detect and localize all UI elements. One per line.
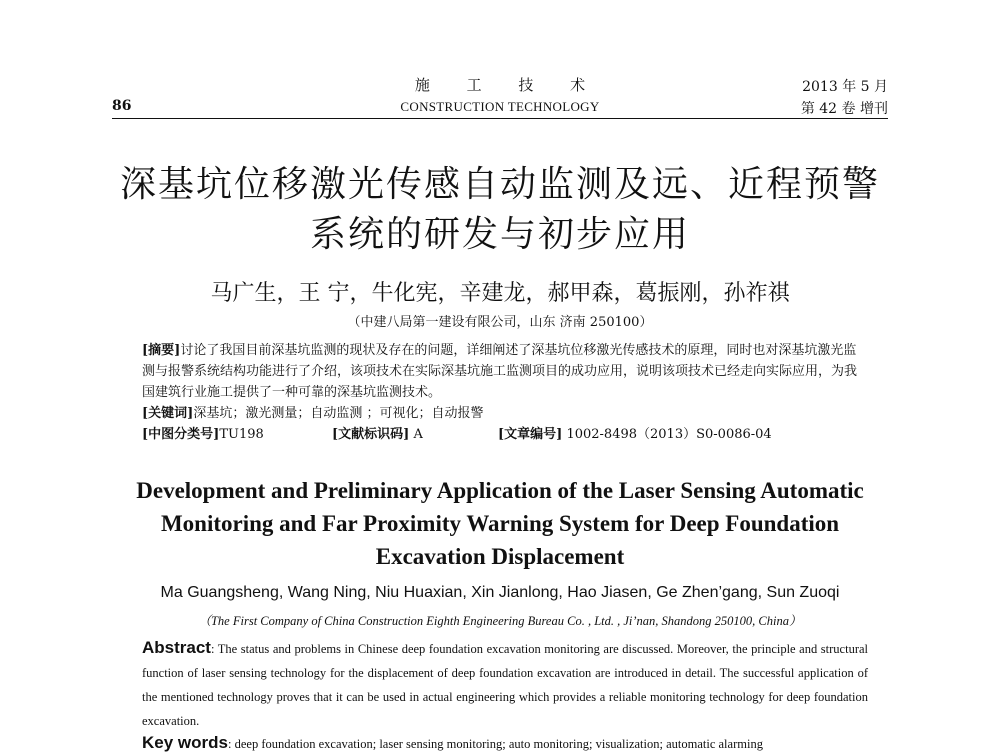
art-value: 1002-8498（2013）S0-0086-04	[566, 427, 772, 442]
clc-value: TU198	[219, 427, 264, 442]
abstract-en: Abstract: The status and problems in Chinese deep foundation excavation monitoring are discussed. Moreover, the principle and structural function of laser sensing technology for the displacement of deep foundation excavation are introduced in detail. The successful application of the mentioned technology proves that it can be used in actual engineering which provides a reliable monitoring technology for deep foundation excavation.	[142, 638, 869, 728]
abstract-en-text: The status and problems in Chinese deep foundation excavation monitoring are discussed. Moreover, the principle and structural function of laser sensing technology for the displacement of deep foundation excavation are introduced in detail. The successful application of the mentioned technology proves that it can be used in actual engineering which provides a reliable monitoring technology for deep foundation excavation.	[142, 642, 869, 728]
affiliation-cn: （中建八局第一建设有限公司，山东 济南 250100）	[347, 315, 653, 330]
art-label: [文章编号]	[498, 427, 563, 442]
journal-name-en: CONSTRUCTION TECHNOLOGY	[400, 99, 600, 114]
title-cn-line2: 系统的研发与初步应用	[309, 214, 690, 255]
keywords-cn	[142, 403, 868, 424]
doc-label: [文献标识码]	[332, 427, 410, 442]
abstract-cn-label: [摘要]	[142, 343, 181, 358]
keywords-cn-text: 深基坑；激光测量；自动监测 ；可视化；自动报警	[193, 406, 484, 421]
keywords-cn-label: [关键词]	[142, 406, 194, 421]
title-en	[0, 474, 1000, 573]
issue-volume: 第 42 卷 增刊	[800, 101, 888, 117]
abstract-cn-block	[142, 340, 868, 445]
clc-code	[142, 424, 332, 445]
authors-cn: 马广生，王 宁，牛化宪，辛建龙，郝甲森，葛振刚，孙祚祺	[210, 281, 790, 306]
issue-info	[801, 76, 888, 120]
header-rule	[112, 118, 888, 119]
page-number: 86	[112, 98, 132, 114]
abstract-cn-text: 讨论了我国目前深基坑监测的现状及存在的问题，详细阐述了深基坑位移激光传感技术的原理，同时也对深基坑激光监测与报警系统结构功能进行了介绍，该项技术在实际深基坑施工监测项目的成功应用，说明该项技术已经走向实际应用，为我国建筑行业施工提供了一种可靠的深基坑监测技术。	[142, 343, 858, 400]
doc-code	[332, 424, 498, 445]
title-en-line1: Development and Preliminary Application of the Laser Sensing Automatic	[136, 478, 864, 503]
abstract-en-label: Abstract	[142, 638, 211, 657]
classification-row	[142, 424, 868, 445]
article-number	[498, 424, 772, 445]
title-cn	[0, 160, 1000, 260]
title-cn-line1: 深基坑位移激光传感自动监测及远、近程预警	[119, 164, 880, 205]
journal-name-cn: 施 工 技 术	[414, 76, 602, 94]
abstract-cn	[142, 340, 868, 403]
clc-label: [中图分类号]	[142, 427, 220, 442]
title-en-line3: Excavation Displacement	[375, 544, 625, 569]
keywords-en-label: Key words	[142, 733, 228, 752]
authors-en: Ma Guangsheng, Wang Ning, Niu Huaxian, Xin Jianlong, Hao Jiasen, Ge Zhen’gang, Sun Zuoqi	[160, 584, 840, 601]
keywords-en-text: deep foundation excavation; laser sensing monitoring; auto monitoring; visualization; automatic alarming	[234, 737, 763, 751]
keywords-en: Key words: deep foundation excavation; laser sensing monitoring; auto monitoring; visualization; automatic alarming	[142, 733, 763, 752]
doc-value: A	[413, 427, 423, 442]
title-en-line2: Monitoring and Far Proximity Warning System for Deep Foundation	[160, 511, 840, 536]
affiliation-en: （The First Company of China Construction Eighth Engineering Bureau Co. , Ltd. , Ji’nan, Shandong 250100, China）	[198, 614, 802, 628]
issue-date: 2013 年 5 月	[802, 79, 888, 95]
